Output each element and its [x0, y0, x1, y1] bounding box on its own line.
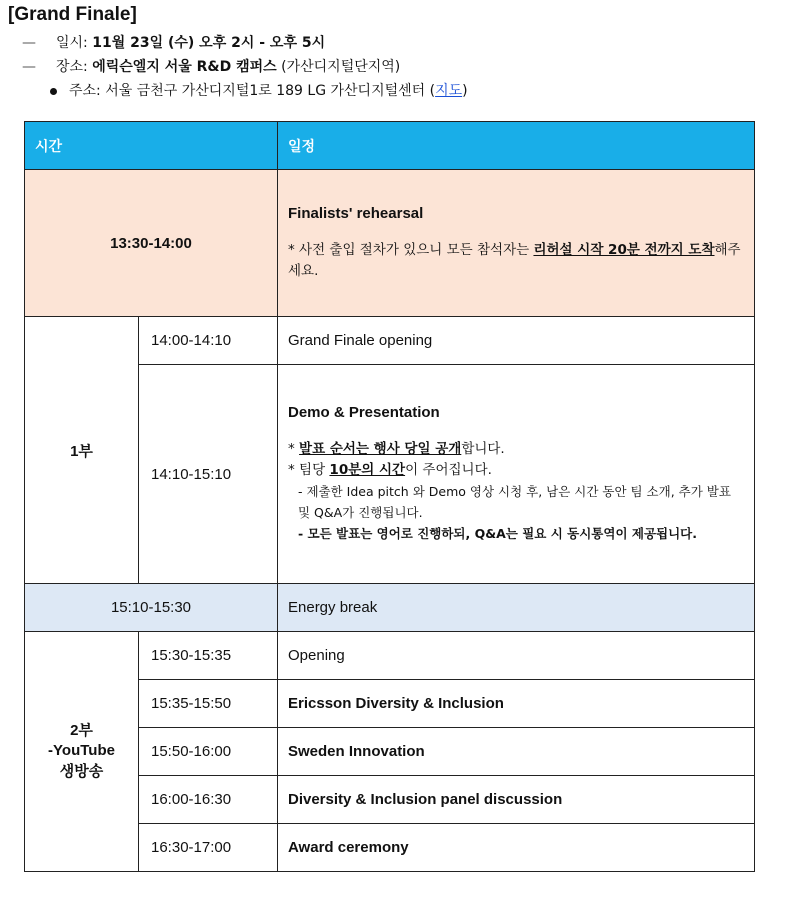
bullet-icon	[50, 88, 57, 95]
time-cell: 15:30-15:35	[139, 632, 278, 680]
address-text: 주소: 서울 금천구 가산디지털1로 189 LG 가산디지털센터 (	[69, 83, 436, 99]
schedule-cell: Ericsson Diversity & Inclusion	[278, 680, 755, 728]
schedule-cell: Diversity & Inclusion panel discussion	[278, 776, 755, 824]
page-title: [Grand Finale]	[8, 4, 137, 25]
date-line	[22, 32, 325, 52]
time-cell: 14:00-14:10	[139, 317, 278, 365]
note-strong: 리허설 시작 20분 전까지 도착	[533, 241, 715, 258]
table-row	[25, 584, 755, 632]
part2-label-line: 2부	[70, 722, 93, 740]
time-cell: 15:35-15:50	[139, 680, 278, 728]
map-link[interactable]: 지도	[435, 83, 463, 99]
table-row	[25, 170, 755, 317]
schedule-table	[24, 121, 755, 872]
demo-title: Demo & Presentation	[288, 403, 440, 421]
date-label: 일시:	[56, 35, 93, 51]
venue-suffix: (가산디지털단지역)	[276, 59, 401, 75]
note-text: *	[288, 440, 300, 457]
dash-icon: —	[22, 59, 36, 75]
demo-note	[288, 460, 744, 481]
schedule-cell: Sweden Innovation	[278, 728, 755, 776]
table-row	[25, 317, 755, 365]
break-label: Energy break	[278, 584, 755, 632]
time-cell: 16:00-16:30	[139, 776, 278, 824]
schedule-cell: Grand Finale opening	[278, 317, 755, 365]
note-text: 이 주어집니다.	[405, 461, 492, 478]
header-time: 시간	[25, 122, 278, 170]
part2-label-line: 생방송	[59, 762, 104, 780]
address-line	[50, 80, 468, 100]
time-cell: 15:50-16:00	[139, 728, 278, 776]
rehearsal-cell	[278, 170, 755, 317]
note-text: * 사전 출입 절차가 있으니 모든 참석자는	[288, 241, 534, 258]
demo-sub-note: - 모든 발표는 영어로 진행하되, Q&A는 필요 시 동시통역이 제공됩니다.	[298, 526, 698, 542]
dash-icon: —	[22, 35, 36, 51]
time-cell: 14:10-15:10	[139, 365, 278, 584]
date-value: 11월 23일 (수) 오후 2시 - 오후 5시	[92, 35, 326, 51]
rehearsal-note	[288, 240, 744, 282]
venue-value: 에릭슨엘지 서울 R&D 캠퍼스	[92, 59, 277, 75]
demo-note	[288, 439, 744, 460]
note-text: 해주세요.	[288, 241, 741, 279]
table-header-row	[25, 122, 755, 170]
rehearsal-time: 13:30-14:00	[25, 170, 278, 317]
demo-sub-note: - 제출한 Idea pitch 와 Demo 영상 시청 후, 남은 시간 동안 팀 소개, 추가 발표 및 Q&A가 진행됩니다.	[298, 483, 731, 520]
address-close: )	[462, 83, 468, 99]
note-text: 합니다.	[461, 440, 505, 457]
venue-line	[22, 56, 400, 76]
part1-label: 1부	[25, 317, 139, 584]
note-text: * 팀당	[288, 461, 330, 478]
note-strong: 발표 순서는 행사 당일 공개	[299, 440, 462, 457]
venue-label: 장소:	[56, 59, 93, 75]
schedule-cell: Award ceremony	[278, 824, 755, 872]
time-cell: 16:30-17:00	[139, 824, 278, 872]
schedule-cell: Opening	[278, 632, 755, 680]
note-strong: 10분의 시간	[329, 461, 406, 478]
table-row	[25, 632, 755, 680]
demo-cell	[278, 365, 755, 584]
part2-label-line: -YouTube	[48, 742, 115, 760]
rehearsal-title: Finalists' rehearsal	[288, 204, 424, 222]
part2-label	[25, 632, 139, 872]
header-schedule: 일정	[278, 122, 755, 170]
break-time: 15:10-15:30	[25, 584, 278, 632]
